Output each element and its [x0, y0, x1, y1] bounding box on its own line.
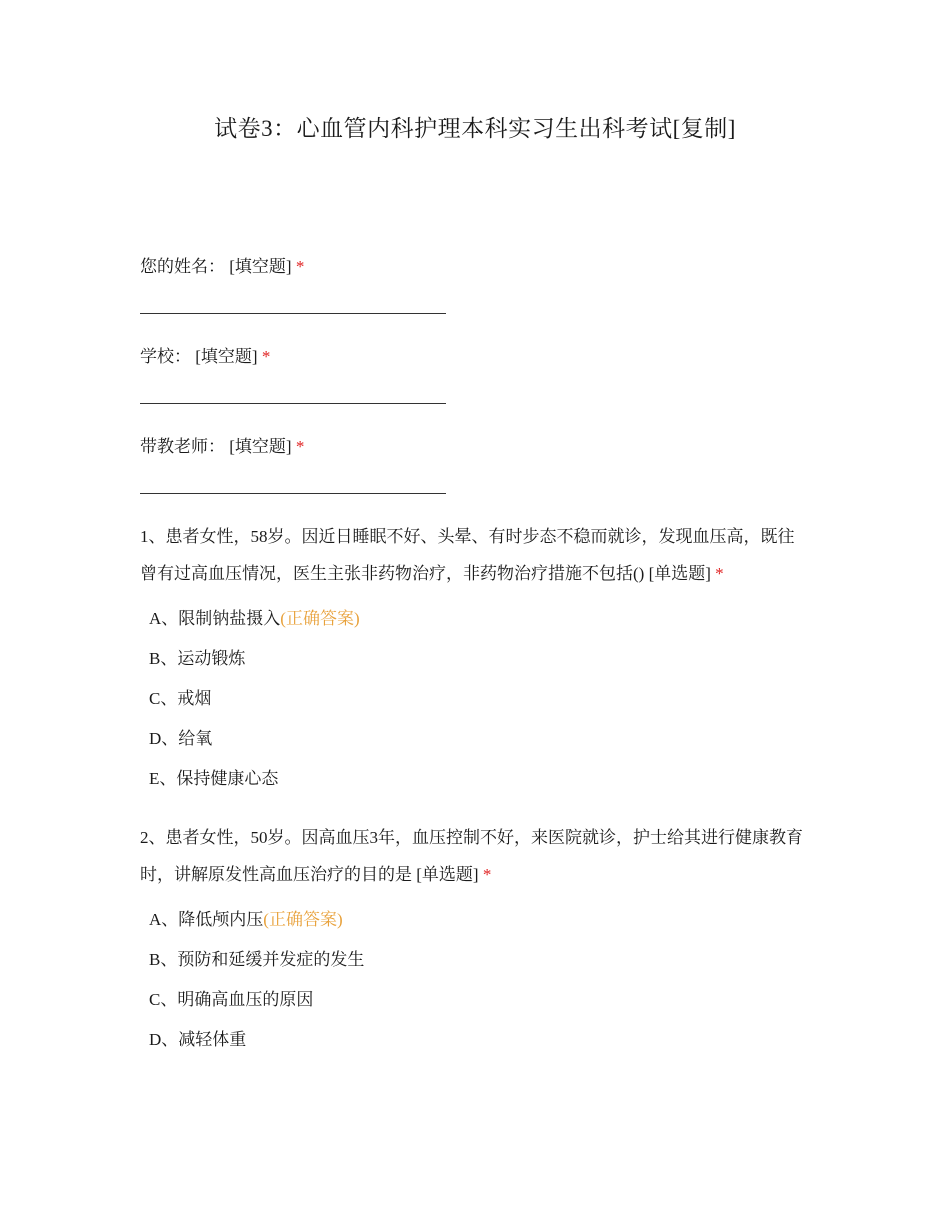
- field-school: [140, 338, 810, 404]
- correct-answer-note: (正确答案): [263, 910, 343, 929]
- option-d[interactable]: [140, 1020, 810, 1060]
- field-label: 带教老师：: [140, 437, 225, 456]
- option-text: C、明确高血压的原因: [149, 990, 314, 1009]
- correct-answer-note: (正确答案): [280, 609, 360, 628]
- option-list: [140, 599, 810, 799]
- question-1: [140, 518, 810, 799]
- name-answer-line[interactable]: [140, 313, 446, 314]
- field-teacher: [140, 428, 810, 494]
- option-text: B、运动锻炼: [149, 649, 246, 668]
- field-type: [填空题]: [229, 257, 292, 276]
- required-mark: *: [715, 564, 724, 583]
- school-answer-line[interactable]: [140, 403, 446, 404]
- field-type: [填空题]: [195, 347, 258, 366]
- question-text: 1、患者女性，58岁。因近日睡眠不好、头晕、有时步态不稳而就诊，发现血压高，既往曾有过高血压情况，医生主张非药物治疗，非药物治疗措施不包括() [单选题]: [140, 527, 795, 583]
- field-label: 学校：: [140, 347, 191, 366]
- option-text: C、戒烟: [149, 689, 212, 708]
- question-text: 2、患者女性，50岁。因高血压3年，血压控制不好，来医院就诊，护士给其进行健康教育时，讲解原发性高血压治疗的目的是 [单选题]: [140, 828, 803, 884]
- option-c[interactable]: [140, 679, 810, 719]
- required-mark: *: [295, 257, 305, 276]
- option-d[interactable]: [140, 719, 810, 759]
- option-a[interactable]: [140, 599, 810, 639]
- option-c[interactable]: [140, 980, 810, 1020]
- field-label: 您的姓名：: [140, 257, 225, 276]
- option-b[interactable]: [140, 639, 810, 679]
- option-text: A、降低颅内压: [149, 910, 264, 929]
- option-text: D、给氧: [149, 729, 213, 748]
- question-2: [140, 819, 810, 1060]
- page-title: 试卷3：心血管内科护理本科实习生出科考试[复制]: [214, 116, 736, 141]
- option-text: B、预防和延缓并发症的发生: [149, 950, 365, 969]
- option-text: A、限制钠盐摄入: [149, 609, 281, 628]
- teacher-answer-line[interactable]: [140, 493, 446, 494]
- option-text: D、减轻体重: [149, 1030, 247, 1049]
- option-a[interactable]: [140, 900, 810, 940]
- field-name: [140, 248, 810, 314]
- required-mark: *: [482, 865, 492, 884]
- option-text: E、保持健康心态: [149, 769, 279, 788]
- required-mark: *: [261, 347, 271, 366]
- field-type: [填空题]: [229, 437, 292, 456]
- option-b[interactable]: [140, 940, 810, 980]
- survey-content: [140, 248, 810, 1060]
- option-e[interactable]: [140, 759, 810, 799]
- option-list: [140, 900, 810, 1060]
- required-mark: *: [295, 437, 305, 456]
